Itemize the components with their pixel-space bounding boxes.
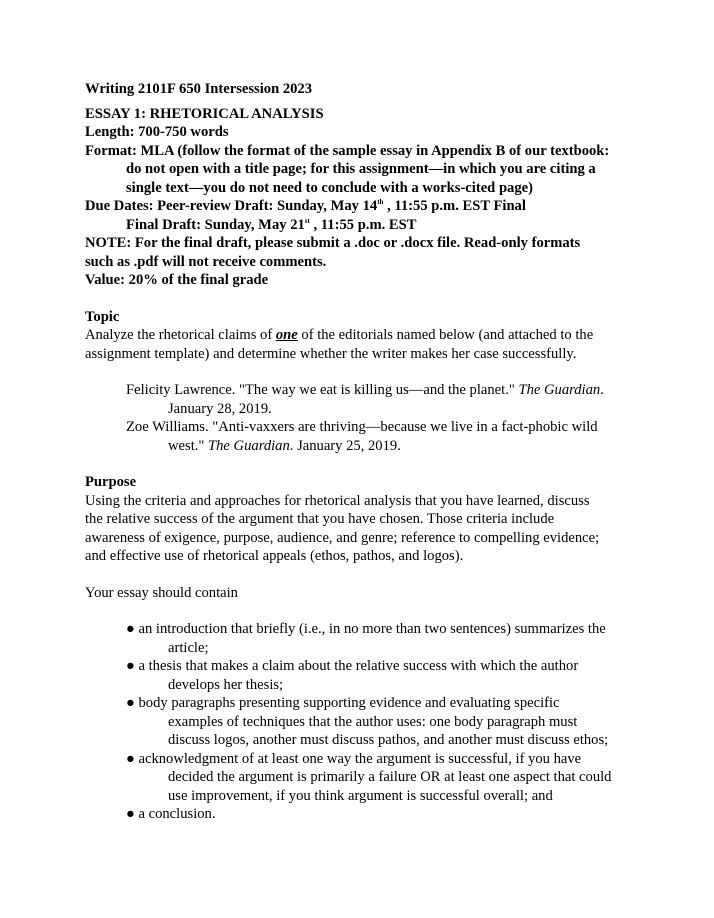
format-line-1: Format: MLA (follow the format of the sample essay in Appendix B of our textbook:: [85, 142, 610, 159]
bullet-3-cont-1: examples of techniques that the author uses: one body paragraph must: [168, 713, 578, 730]
bullet-2-cont-1: develops her thesis;: [168, 676, 284, 693]
bullet-icon: ●: [126, 658, 135, 674]
format-line-3: single text—you do not need to conclude with a works-cited page): [126, 179, 533, 196]
note-line-2: such as .pdf will not receive comments.: [85, 253, 327, 270]
bullet-item-2: [85, 657, 645, 676]
due-sup: th: [377, 198, 384, 206]
final-draft-line: [85, 216, 645, 235]
topic-text-post: of the editorials named below (and attached to the: [297, 327, 594, 343]
bullet-1-text: an introduction that briefly (i.e., in no more than two sentences) summarizes the: [138, 621, 606, 637]
bullet-item-3: [85, 694, 645, 713]
contain-intro: Your essay should contain: [85, 584, 238, 601]
citation-2-date: . January 25, 2019.: [289, 437, 401, 454]
citation-1-date: January 28, 2019.: [168, 400, 272, 417]
bullet-2-text: a thesis that makes a claim about the relative success with which the author: [138, 658, 579, 674]
topic-emphasis: one: [275, 327, 298, 343]
citation-2-cont: [85, 437, 645, 456]
final-sup: st: [304, 216, 310, 225]
bullet-icon: ●: [126, 750, 135, 767]
format-line-2: do not open with a title page; for this assignment—in which you are citing a: [126, 161, 596, 177]
topic-text-pre: Analyze the rhetorical claims of: [85, 327, 276, 343]
note-line-1: NOTE: For the final draft, please submit a .doc or .docx file. Read-only formats: [85, 235, 581, 251]
due-dates-suffix: , 11:55 p.m. EST Final: [383, 198, 526, 214]
purpose-heading: Purpose: [85, 474, 137, 490]
purpose-line-2: the relative success of the argument that you have chosen. Those criteria include: [85, 511, 555, 527]
bullet-1-cont-1: article;: [168, 639, 209, 656]
purpose-line-1: Using the criteria and approaches for rhetorical analysis that you have learned, discuss: [85, 492, 590, 509]
course-title: Writing 2101F 650 Intersession 2023: [85, 81, 313, 97]
bullet-5-text: a conclusion.: [138, 806, 216, 822]
bullet-4-cont-1: decided the argument is primarily a failure OR at least one aspect that could: [168, 769, 612, 785]
length-line: Length: 700-750 words: [85, 124, 229, 140]
citation-2-cont-text: west.": [168, 437, 209, 454]
bullet-4-cont-2: use improvement, if you think argument is successful overall; and: [168, 787, 553, 804]
final-draft-suffix: , 11:55 p.m. EST: [309, 216, 417, 233]
citation-1-text: Felicity Lawrence. "The way we eat is killing us—and the planet.": [126, 382, 519, 398]
bullet-icon: ●: [126, 695, 135, 711]
citation-2-publication: The Guardian: [208, 437, 290, 454]
purpose-line-3: awareness of exigence, purpose, audience, and genre; reference to compelling evidence;: [85, 529, 600, 546]
bullet-item-1: [85, 620, 645, 639]
bullet-3-cont-2: discuss logos, another must discuss pathos, and another must discuss ethos;: [168, 732, 609, 748]
bullet-icon: ●: [126, 806, 135, 822]
topic-line-1: [85, 326, 645, 345]
purpose-line-4: and effective use of rhetorical appeals (ethos, pathos, and logos).: [85, 548, 464, 564]
citation-1-publication: The Guardian: [518, 382, 601, 398]
bullet-icon: ●: [126, 621, 135, 637]
citation-1-period: .: [600, 382, 604, 398]
topic-line-2: assignment template) and determine whether the writer makes her case successfully.: [85, 345, 577, 362]
due-dates-line: [85, 197, 645, 216]
topic-heading: Topic: [85, 308, 120, 325]
citation-2: Zoe Williams. "Anti-vaxxers are thriving—because we live in a fact-phobic wild: [126, 419, 598, 435]
citation-1: [85, 381, 645, 400]
bullet-4-text: acknowledgment of at least one way the argument is successful, if you have: [138, 750, 582, 767]
bullet-3-text: body paragraphs presenting supporting evidence and evaluating specific: [138, 695, 560, 711]
value-line: Value: 20% of the final grade: [85, 272, 269, 288]
due-dates-text: Due Dates: Peer-review Draft: Sunday, May 14: [85, 198, 378, 214]
final-draft-text: Final Draft: Sunday, May 21: [126, 216, 305, 233]
bullet-item-4: [85, 750, 645, 769]
essay-title: ESSAY 1: RHETORICAL ANALYSIS: [85, 105, 324, 122]
assignment-page: [85, 80, 645, 824]
bullet-item-5: [85, 805, 645, 824]
